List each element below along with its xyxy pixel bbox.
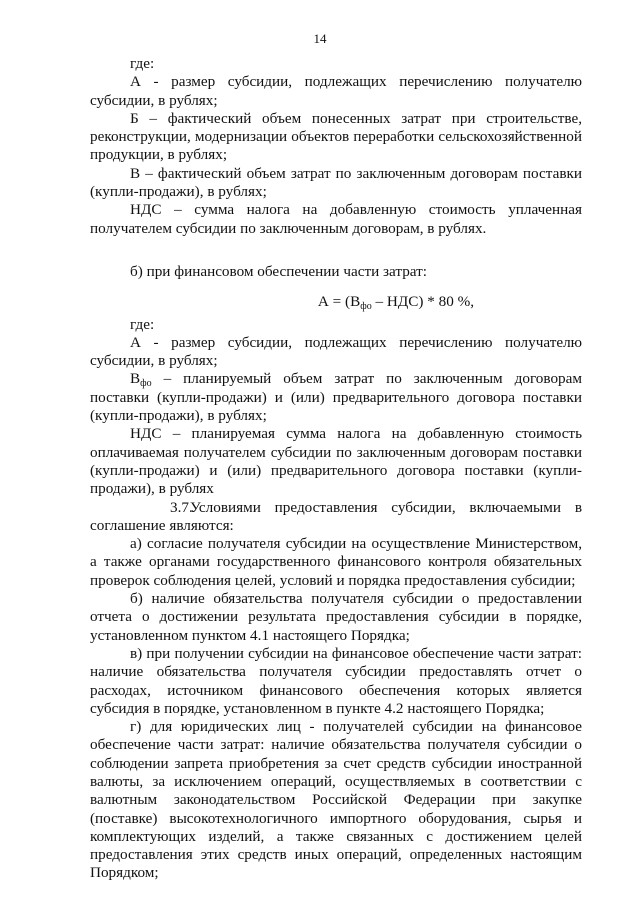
paragraph-definition-v: В – фактический объем затрат по заключенным договорам поставки (купли-продажи), в рублях; [90,164,582,201]
paragraph-section-3-7 [90,499,582,536]
paragraph-where: где: [130,55,155,72]
page-number: 14 [313,31,327,46]
formula [90,293,582,311]
paragraph-condition-b: б) наличие обязательства получателя субсидии о предоставлении отчета о достижении результата предоставления субсидии в порядке, установленном пунктом 4.1 настоящего Порядка; [90,590,582,644]
section-number: 3.7. [170,498,193,516]
formula-subscript: фо [360,301,372,313]
paragraph-definition-nds: НДС – сумма налога на добавленную стоимость уплаченная получателем субсидии по заключенным договорам, в рублях. [90,201,582,237]
paragraph-condition-a: а) согласие получателя субсидии на осуществление Министерством, а также органами государственного финансового контроля обязательных проверок соблюдения целей, условий и порядка предоставления субсидии; [90,535,582,589]
definition-vfo-lead: В [130,370,141,388]
formula-prefix: А = (В [317,293,361,311]
document-body [90,55,582,883]
paragraph-definition-a-2: А - размер субсидии, подлежащих перечислению получателю субсидии, в рублях; [90,333,582,370]
definition-vfo-text: – планируемый объем затрат по заключенным договорам поставки (купли-продажи) и (или) предварительного договора поставки (купли-продажи), в рублях; [90,370,582,425]
paragraph-item-b-heading: б) при финансовом обеспечении части затрат: [130,262,427,280]
paragraph-condition-g: г) для юридических лиц - получателей субсидии на финансовое обеспечение части затрат: наличие обязательства получателя субсидии о соблюдении запрета приобретения за счет средств субсидии иностранной валюты, за исключением операций, осуществляемых в соответствии с валютным законодательством Российской Федерации при закупке (поставке) высокотехнологичного импортного оборудования, сырья и комплектующих изделий, а также связанных с достижением целей предоставления этих средств иных операций, определенных настоящим Порядком; [90,718,582,882]
paragraph-definition-a: А - размер субсидии, подлежащих перечислению получателю субсидии, в рублях; [90,73,582,109]
formula-suffix: – НДС) * 80 %, [371,293,475,311]
paragraph-definition-b: Б – фактический объем понесенных затрат при строительстве, реконструкции, модернизации объектов переработки сельскохозяйственной продукции, в рублях; [90,109,582,164]
definition-vfo-subscript: фо [140,378,152,390]
paragraph-definition-vfo [90,370,582,425]
paragraph-definition-nds-2: НДС – планируемая сумма налога на добавленную стоимость оплачиваемая получателем субсидии по заключенным договорам поставки (купли-продажи) и (или) предварительного договора поставки (купли-продажи), в рублях [90,425,582,498]
section-3-7-text: Условиями предоставления субсидии, включаемыми в соглашение являются: [90,498,582,534]
paragraph-condition-v: в) при получении субсидии на финансовое обеспечение части затрат: наличие обязательства получателя субсидии предоставлять отчет о расходах, источником финансового обеспечения которых является субсидия в порядке, установленном в пункте 4.2 настоящего Порядка; [90,644,582,717]
paragraph-where-2: где: [130,315,155,333]
